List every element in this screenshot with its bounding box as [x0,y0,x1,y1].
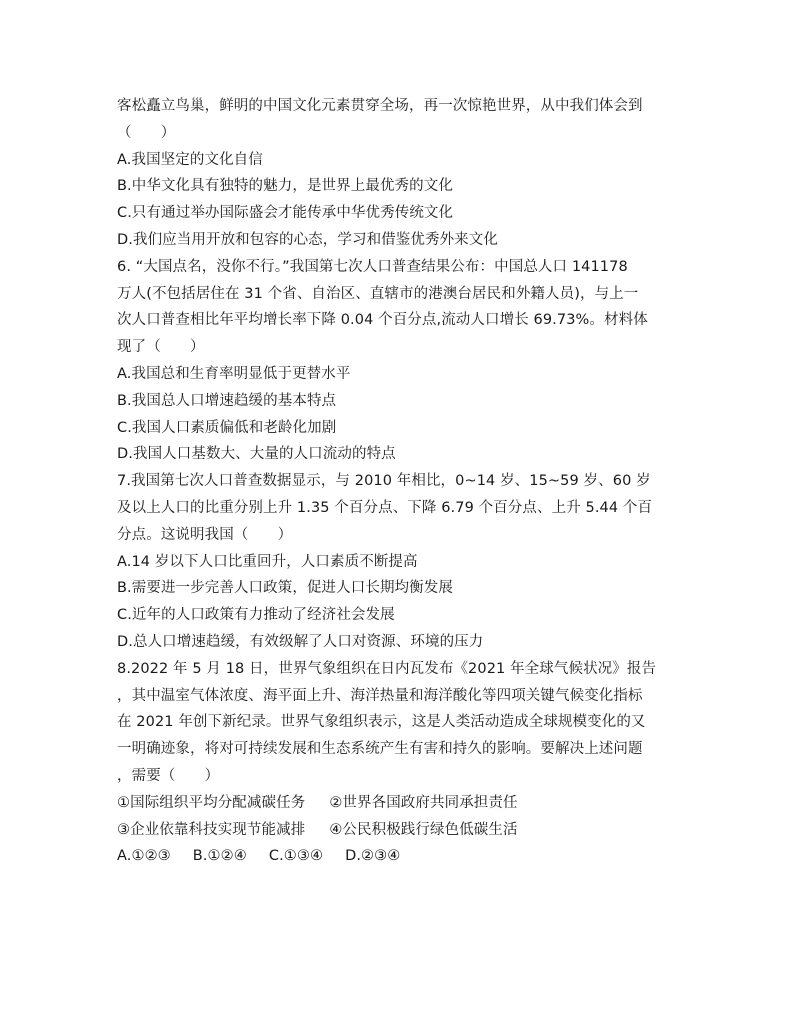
question-stem-line: 6. “大国点名，没你不行。”我国第七次人口普查结果公布：中国总人口 141178 [117,258,628,275]
question-stem-line: 8.2022 年 5 月 18 日，世界气象组织在日内瓦发布《2021 年全球气候状况》报告 [117,660,657,677]
question-5 [117,93,692,254]
question-6 [117,254,692,468]
statement-4: ④公民积极践行绿色低碳生活 [329,821,518,838]
choice-c: C.①③④ [268,848,324,865]
option-a: A.我国总和生育率明显低于更替水平 [117,365,351,382]
option-a: A.我国坚定的文化自信 [117,151,263,168]
answer-blank: （ ） [117,124,176,141]
question-7 [117,468,692,656]
question-stem-line: ，其中温室气体浓度、海平面上升、海洋热量和海洋酸化等四项关键气候变化指标 [117,687,643,704]
option-d: D.我国人口基数大、大量的人口流动的特点 [117,446,396,463]
option-c: C.我国人口素质偏低和老龄化加剧 [117,419,337,436]
question-stem-line: 万人(不包括居住在 31 个省、自治区、直辖市的港澳台居民和外籍人员)，与上一 [117,285,639,302]
statement-2: ②世界各国政府共同承担责任 [329,794,518,811]
option-b: B.我国总人口增速趋缓的基本特点 [117,392,337,409]
statement-3: ③企业依靠科技实现节能减排 [117,821,306,838]
option-b: B.需要进一步完善人口政策，促进人口长期均衡发展 [117,580,453,597]
question-8 [117,656,692,870]
choice-b: B.①②④ [192,848,247,865]
question-stem-line: 现了（ ） [117,339,205,356]
option-d: D.总人口增速趋缓，有效级解了人口对资源、环境的压力 [117,633,484,650]
option-a: A.14 岁以下人口比重回升，人口素质不断提高 [117,553,418,570]
question-stem-line: ，需要（ ） [117,767,220,784]
choices-row [117,843,692,870]
statement-row [117,817,692,844]
choice-d: D.②③④ [345,848,401,865]
choice-a: A.①②③ [117,848,171,865]
option-d: D.我们应当用开放和包容的心态，学习和借鉴优秀外来文化 [117,231,498,248]
document-page [117,93,692,870]
option-c: C.近年的人口政策有力推动了经济社会发展 [117,607,395,624]
statement-row [117,790,692,817]
option-b: B.中华文化具有独特的魅力，是世界上最优秀的文化 [117,178,453,195]
question-stem-line: 次人口普查相比年平均增长率下降 0.04 个百分点,流动人口增长 69.73%。材料体 [117,312,648,329]
option-c: C.只有通过举办国际盛会才能传承中华优秀传统文化 [117,205,454,222]
question-stem-line: 分点。这说明我国（ ） [117,526,293,543]
question-stem-line: 在 2021 年创下新纪录。世界气象组织表示，这是人类活动造成全球规模变化的又 [117,714,646,731]
question-stem-line: 客松矗立鸟巢，鲜明的中国文化元素贯穿全场，再一次惊艳世界，从中我们体会到 [117,98,643,114]
question-stem-line: 一明确迹象，将对可持续发展和生态系统产生有害和持久的影响。要解决上述问题 [117,741,643,758]
question-stem-line: 及以上人口的比重分别上升 1.35 个百分点、下降 6.79 个百分点、上升 5.44 个百 [117,499,653,516]
question-stem-line: 7.我国第七次人口普查数据显示，与 2010 年相比，0~14 岁、15~59 岁、60 岁 [117,473,651,490]
statement-1: ①国际组织平均分配减碳任务 [117,794,306,811]
